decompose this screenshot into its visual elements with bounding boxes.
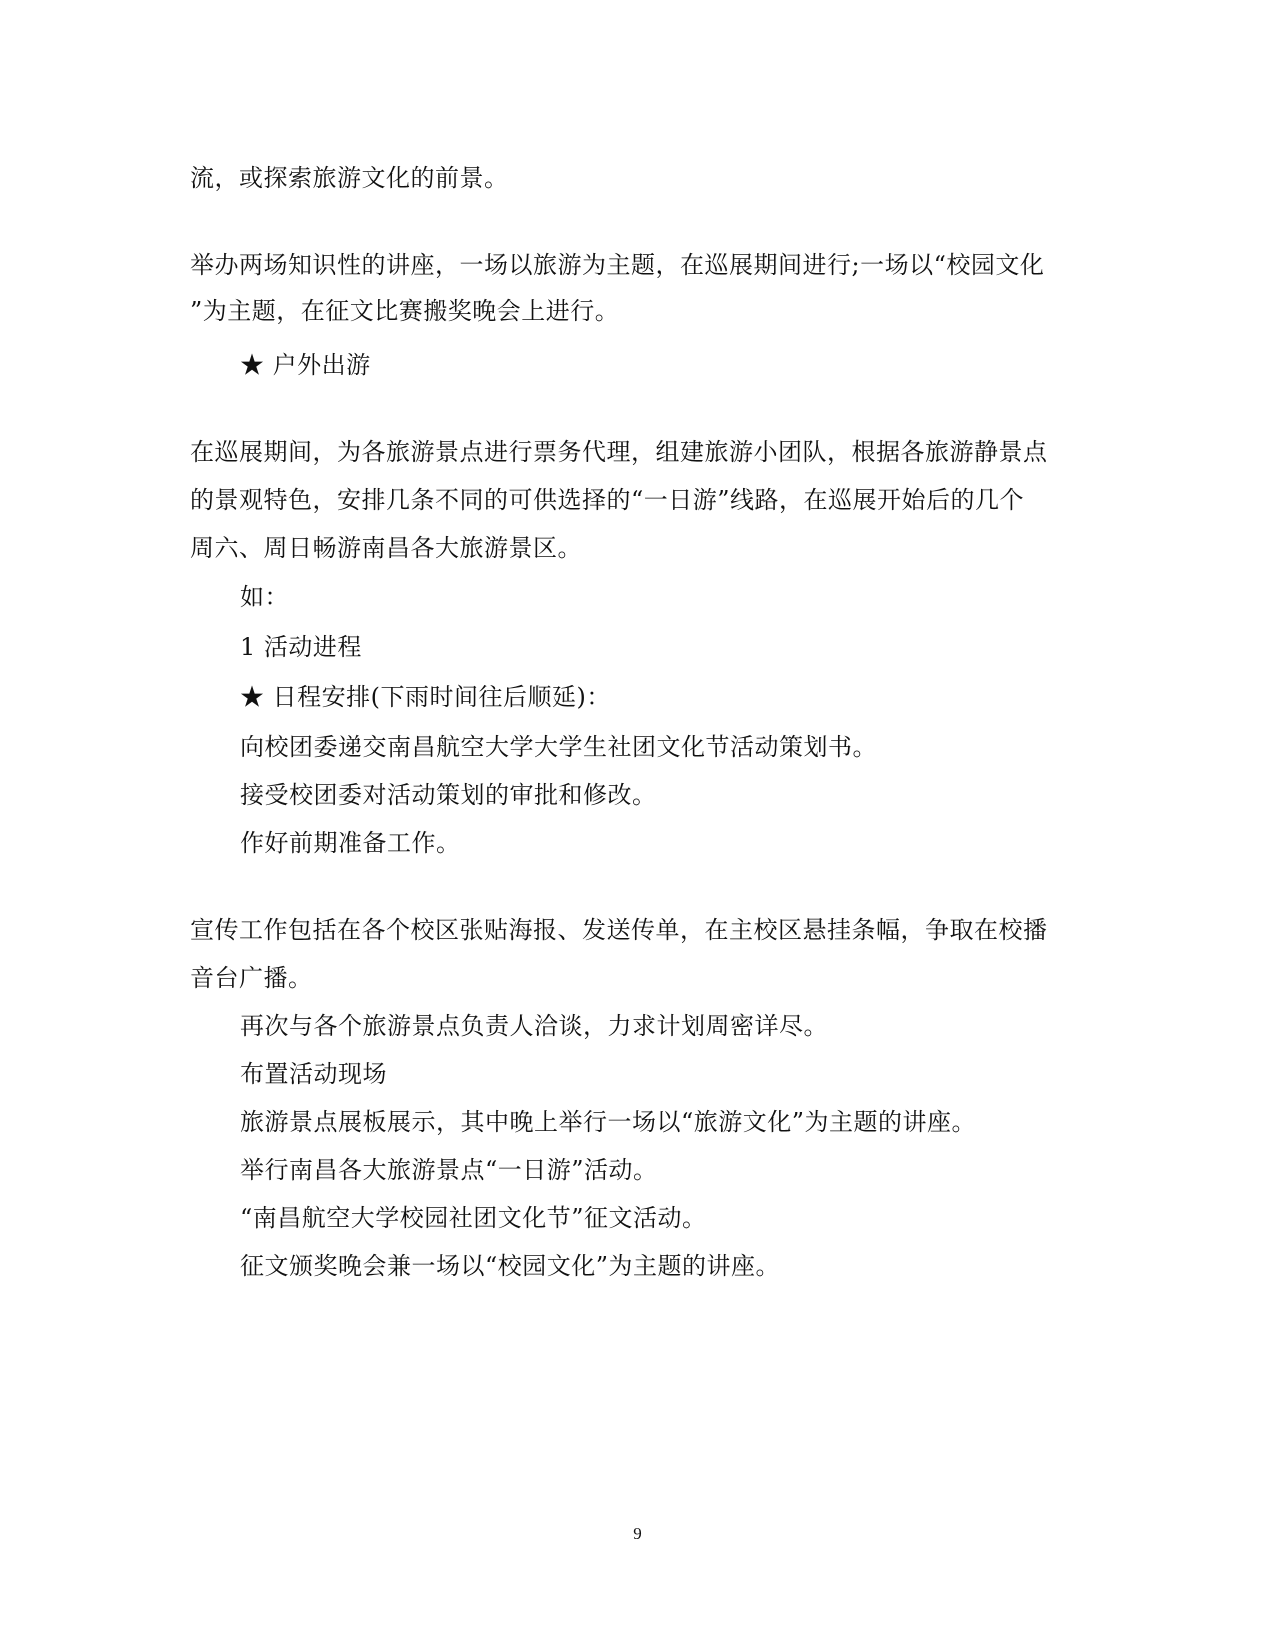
text-line: 的景观特色，安排几条不同的可供选择的“一日游”线路，在巡展开始后的几个: [190, 486, 1025, 514]
text-line: 音台广播。: [190, 964, 313, 992]
text-line: 举办两场知识性的讲座，一场以旅游为主题，在巡展期间进行;一场以“校园文化: [190, 251, 1045, 279]
text-line: 流，或探索旅游文化的前景。: [190, 164, 509, 192]
text-line: 周六、周日畅游南昌各大旅游景区。: [190, 534, 582, 562]
section-heading: 1 活动进程: [240, 633, 362, 661]
text-line: 布置活动现场: [240, 1060, 387, 1088]
text-line: 接受校团委对活动策划的审批和修改。: [240, 781, 657, 809]
text-line: 在巡展期间，为各旅游景点进行票务代理，组建旅游小团队，根据各旅游静景点: [190, 438, 1048, 466]
text-line: 征文颁奖晚会兼一场以“校园文化”为主题的讲座。: [240, 1252, 781, 1280]
text-line: 举行南昌各大旅游景点“一日游”活动。: [240, 1156, 658, 1184]
text-line: 作好前期准备工作。: [240, 829, 461, 857]
text-line: “南昌航空大学校园社团文化节”征文活动。: [240, 1204, 707, 1232]
text-line: 如：: [240, 583, 289, 611]
page-number: 9: [633, 1524, 642, 1543]
text-line: ”为主题，在征文比赛搬奖晚会上进行。: [190, 297, 620, 325]
section-heading: ★ 日程安排(下雨时间往后顺延)：: [240, 683, 611, 711]
section-heading: ★ 户外出游: [240, 351, 371, 379]
text-line: 旅游景点展板展示，其中晚上举行一场以“旅游文化”为主题的讲座。: [240, 1108, 977, 1136]
text-line: 再次与各个旅游景点负责人洽谈，力求计划周密详尽。: [240, 1012, 828, 1040]
text-line: 向校团委递交南昌航空大学大学生社团文化节活动策划书。: [240, 733, 877, 761]
text-line: 宣传工作包括在各个校区张贴海报、发送传单，在主校区悬挂条幅，争取在校播: [190, 916, 1048, 944]
